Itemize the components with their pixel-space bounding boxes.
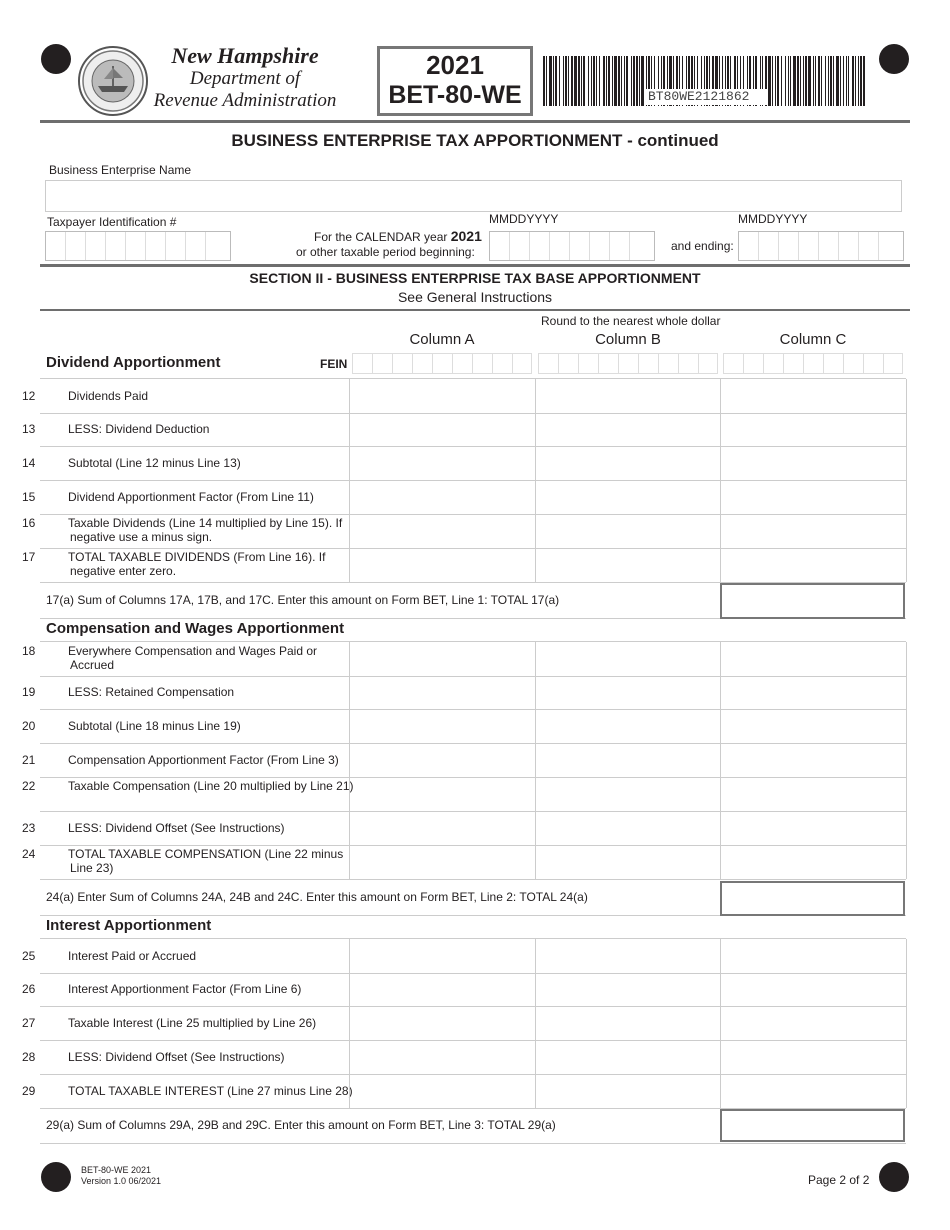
line-label [22,685,355,699]
interest-line-28 [22,1040,906,1075]
calendar-label [314,228,482,244]
ending-label: and ending: [671,239,734,253]
line-number: 29 [22,1084,36,1098]
line-27-column-b-input[interactable] [535,1006,722,1040]
line-19-column-c-input[interactable] [720,675,907,709]
line-24-column-b-input[interactable] [535,845,722,879]
line-25-column-a-input[interactable] [349,939,536,973]
business-name-label: Business Enterprise Name [49,163,192,177]
registration-mark-bottom-left [41,1162,71,1192]
line-13-column-c-input[interactable] [720,412,907,446]
line-27-column-a-input[interactable] [349,1006,536,1040]
line-12-column-c-input[interactable] [720,379,907,413]
column-c-header: Column C [779,331,847,348]
line-26-column-a-input[interactable] [349,972,536,1006]
department-name [140,44,350,112]
line-text: Taxable Interest (Line 25 multiplied by Line 26) [68,1016,317,1030]
dividend-line-15 [22,480,906,515]
line-29-column-c-input[interactable] [720,1074,907,1108]
interest-heading: Interest Apportionment [46,917,212,934]
line-label [22,490,355,504]
line-17-column-c-input[interactable] [720,548,907,582]
line-label [22,644,355,672]
form-id-box [377,46,533,116]
interest-line-25 [22,938,906,974]
line-label [22,753,355,767]
line-label [22,982,355,996]
line-28-column-b-input[interactable] [535,1040,722,1074]
department-line-2: Revenue Administration [153,90,337,111]
line-24-column-a-input[interactable] [349,845,536,879]
line-text: Taxable Dividends (Line 14 multiplied by Line 15). If negative use a minus sign. [68,516,343,544]
line-label [22,847,355,875]
line-label [22,1050,355,1064]
line-number: 21 [22,753,36,767]
line-number: 13 [22,422,36,436]
total-29a-input[interactable] [720,1109,905,1142]
line-number: 25 [22,949,36,963]
state-seal-icon [78,46,148,116]
interest-line-29 [22,1074,906,1109]
line-25-column-b-input[interactable] [535,939,722,973]
line-14-column-c-input[interactable] [720,446,907,480]
begin-date-format: MMDDYYYY [489,212,559,226]
line-text: Interest Paid or Accrued [68,949,197,963]
line-29-column-b-input[interactable] [535,1074,722,1108]
registration-mark-top-left [41,44,71,74]
line-text: LESS: Dividend Offset (See Instructions) [68,1050,285,1064]
line-19-column-a-input[interactable] [349,675,536,709]
line-text: Dividend Apportionment Factor (From Line 11) [68,490,314,504]
line-text: Subtotal (Line 18 minus Line 19) [68,719,241,733]
total-17a-input[interactable] [720,583,905,619]
total-24a-input[interactable] [720,881,905,916]
line-21-column-b-input[interactable] [535,743,722,777]
line-15-column-a-input[interactable] [349,480,536,514]
line-label [22,422,355,436]
line-label [22,1016,355,1030]
line-label [22,779,355,793]
line-20-column-a-input[interactable] [349,709,536,743]
line-13-column-a-input[interactable] [349,412,536,446]
line-26-column-c-input[interactable] [720,972,907,1006]
line-number: 12 [22,389,36,403]
interest-total-label: 29(a) Sum of Columns 29A, 29B and 29C. Enter this amount on Form BET, Line 3: TOTAL 29(a) [46,1118,556,1132]
line-24-column-c-input[interactable] [720,845,907,879]
line-20-column-c-input[interactable] [720,709,907,743]
interest-line-27 [22,1006,906,1041]
end-date-input[interactable] [738,231,904,261]
line-label [22,456,355,470]
line-22-column-c-input[interactable] [720,777,907,811]
compensation-line-18 [22,641,906,677]
registration-mark-bottom-right [879,1162,909,1192]
section-title: SECTION II - BUSINESS ENTERPRISE TAX BASE APPORTIONMENT [249,270,701,286]
line-13-column-b-input[interactable] [535,412,722,446]
line-number: 16 [22,516,36,530]
line-17-column-b-input[interactable] [535,548,722,582]
line-text: Subtotal (Line 12 minus Line 13) [68,456,241,470]
calendar-year: 2021 [450,228,482,244]
line-number: 28 [22,1050,36,1064]
tin-input[interactable] [45,231,231,261]
line-number: 24 [22,847,36,861]
line-number: 23 [22,821,36,835]
footer-version: Version 1.0 06/2021 [81,1176,162,1186]
line-20-column-b-input[interactable] [535,709,722,743]
dividend-total-label: 17(a) Sum of Columns 17A, 17B, and 17C. Enter this amount on Form BET, Line 1: TOTAL 17(a) [46,593,560,607]
dividend-heading: Dividend Apportionment [46,354,221,371]
section-rule-bottom [40,309,910,311]
section-subtitle: See General Instructions [397,289,553,305]
line-number: 18 [22,644,36,658]
line-16-column-c-input[interactable] [720,514,907,548]
line-23-column-b-input[interactable] [535,811,722,845]
line-21-column-c-input[interactable] [720,743,907,777]
line-text: TOTAL TAXABLE INTEREST (Line 27 minus Line 28) [68,1084,353,1098]
line-21-column-a-input[interactable] [349,743,536,777]
line-text: Interest Apportionment Factor (From Line 6) [68,982,302,996]
line-text: LESS: Dividend Deduction [68,422,210,436]
fein-input-b[interactable] [538,353,718,374]
header-rule [40,120,910,123]
line-text: LESS: Retained Compensation [68,685,235,699]
end-date-format: MMDDYYYY [738,212,808,226]
line-29-column-a-input[interactable] [349,1074,536,1108]
line-15-column-c-input[interactable] [720,480,907,514]
state-name: New Hampshire [171,43,319,68]
line-16-column-a-input[interactable] [349,514,536,548]
line-22-column-a-input[interactable] [349,777,536,811]
begin-date-input[interactable] [489,231,655,261]
line-label [22,389,355,403]
footer-form-id: BET-80-WE 2021 [81,1165,152,1175]
line-text: Everywhere Compensation and Wages Paid or Accrued [68,644,318,672]
line-12-column-b-input[interactable] [535,379,722,413]
line-number: 20 [22,719,36,733]
section-rule-top [40,264,910,267]
line-number: 26 [22,982,36,996]
interest-line-26 [22,972,906,1007]
line-14-column-b-input[interactable] [535,446,722,480]
line-label [22,516,355,544]
line-label [22,719,355,733]
line-12-column-a-input[interactable] [349,379,536,413]
dividend-line-13 [22,412,906,447]
line-text: Taxable Compensation (Line 20 multiplied by Line 21) [68,779,354,793]
fein-input-a[interactable] [352,353,532,374]
department-line-1: Department of [189,68,301,89]
calendar-prefix: For the CALENDAR year [314,230,448,244]
tin-label: Taxpayer Identification # [47,215,177,229]
compensation-line-22 [22,777,906,812]
line-16-column-b-input[interactable] [535,514,722,548]
line-number: 19 [22,685,36,699]
line-text: Dividends Paid [68,389,149,403]
page-title: BUSINESS ENTERPRISE TAX APPORTIONMENT - continued [231,131,719,150]
compensation-heading: Compensation and Wages Apportionment [46,620,345,637]
line-number: 22 [22,779,36,793]
line-text: Compensation Apportionment Factor (From Line 3) [68,753,339,767]
dividend-line-16 [22,514,906,549]
barcode-text: BT80WE2121862 [646,89,768,105]
line-label [22,1084,355,1098]
compensation-line-19 [22,675,906,710]
line-label [22,821,355,835]
dividend-line-14 [22,446,906,481]
form-number: BET-80-WE [388,81,522,109]
line-14-column-a-input[interactable] [349,446,536,480]
line-28-column-c-input[interactable] [720,1040,907,1074]
line-number: 15 [22,490,36,504]
compensation-line-24 [22,845,906,880]
compensation-line-21 [22,743,906,778]
period-label: or other taxable period beginning: [296,245,475,259]
line-text: LESS: Dividend Offset (See Instructions) [68,821,285,835]
line-18-column-a-input[interactable] [349,642,536,676]
fein-input-c[interactable] [723,353,903,374]
page-number: Page 2 of 2 [808,1173,870,1187]
line-label [22,949,355,963]
line-23-column-c-input[interactable] [720,811,907,845]
line-number: 14 [22,456,36,470]
dividend-line-17 [22,548,906,583]
business-name-input[interactable] [45,180,902,212]
line-19-column-b-input[interactable] [535,675,722,709]
column-b-header: Column B [595,331,661,348]
dividend-line-12 [22,378,906,414]
line-text: TOTAL TAXABLE DIVIDENDS (From Line 16). If negative enter zero. [68,550,326,578]
line-text: TOTAL TAXABLE COMPENSATION (Line 22 minus Line 23) [68,847,344,875]
line-number: 27 [22,1016,36,1030]
compensation-total-label: 24(a) Enter Sum of Columns 24A, 24B and 24C. Enter this amount on Form BET, Line 2: TOTAL 24(a) [46,890,588,904]
line-22-column-b-input[interactable] [535,777,722,811]
line-18-column-c-input[interactable] [720,642,907,676]
compensation-line-20 [22,709,906,744]
compensation-line-23 [22,811,906,846]
line-number: 17 [22,550,36,564]
line-28-column-a-input[interactable] [349,1040,536,1074]
registration-mark-top-right [879,44,909,74]
form-year: 2021 [426,50,484,80]
column-a-header: Column A [409,331,475,348]
line-label [22,550,355,578]
line-18-column-b-input[interactable] [535,642,722,676]
line-23-column-a-input[interactable] [349,811,536,845]
line-15-column-b-input[interactable] [535,480,722,514]
line-26-column-b-input[interactable] [535,972,722,1006]
line-25-column-c-input[interactable] [720,939,907,973]
round-note: Round to the nearest whole dollar [541,314,721,328]
line-27-column-c-input[interactable] [720,1006,907,1040]
line-17-column-a-input[interactable] [349,548,536,582]
fein-label: FEIN [320,357,348,371]
